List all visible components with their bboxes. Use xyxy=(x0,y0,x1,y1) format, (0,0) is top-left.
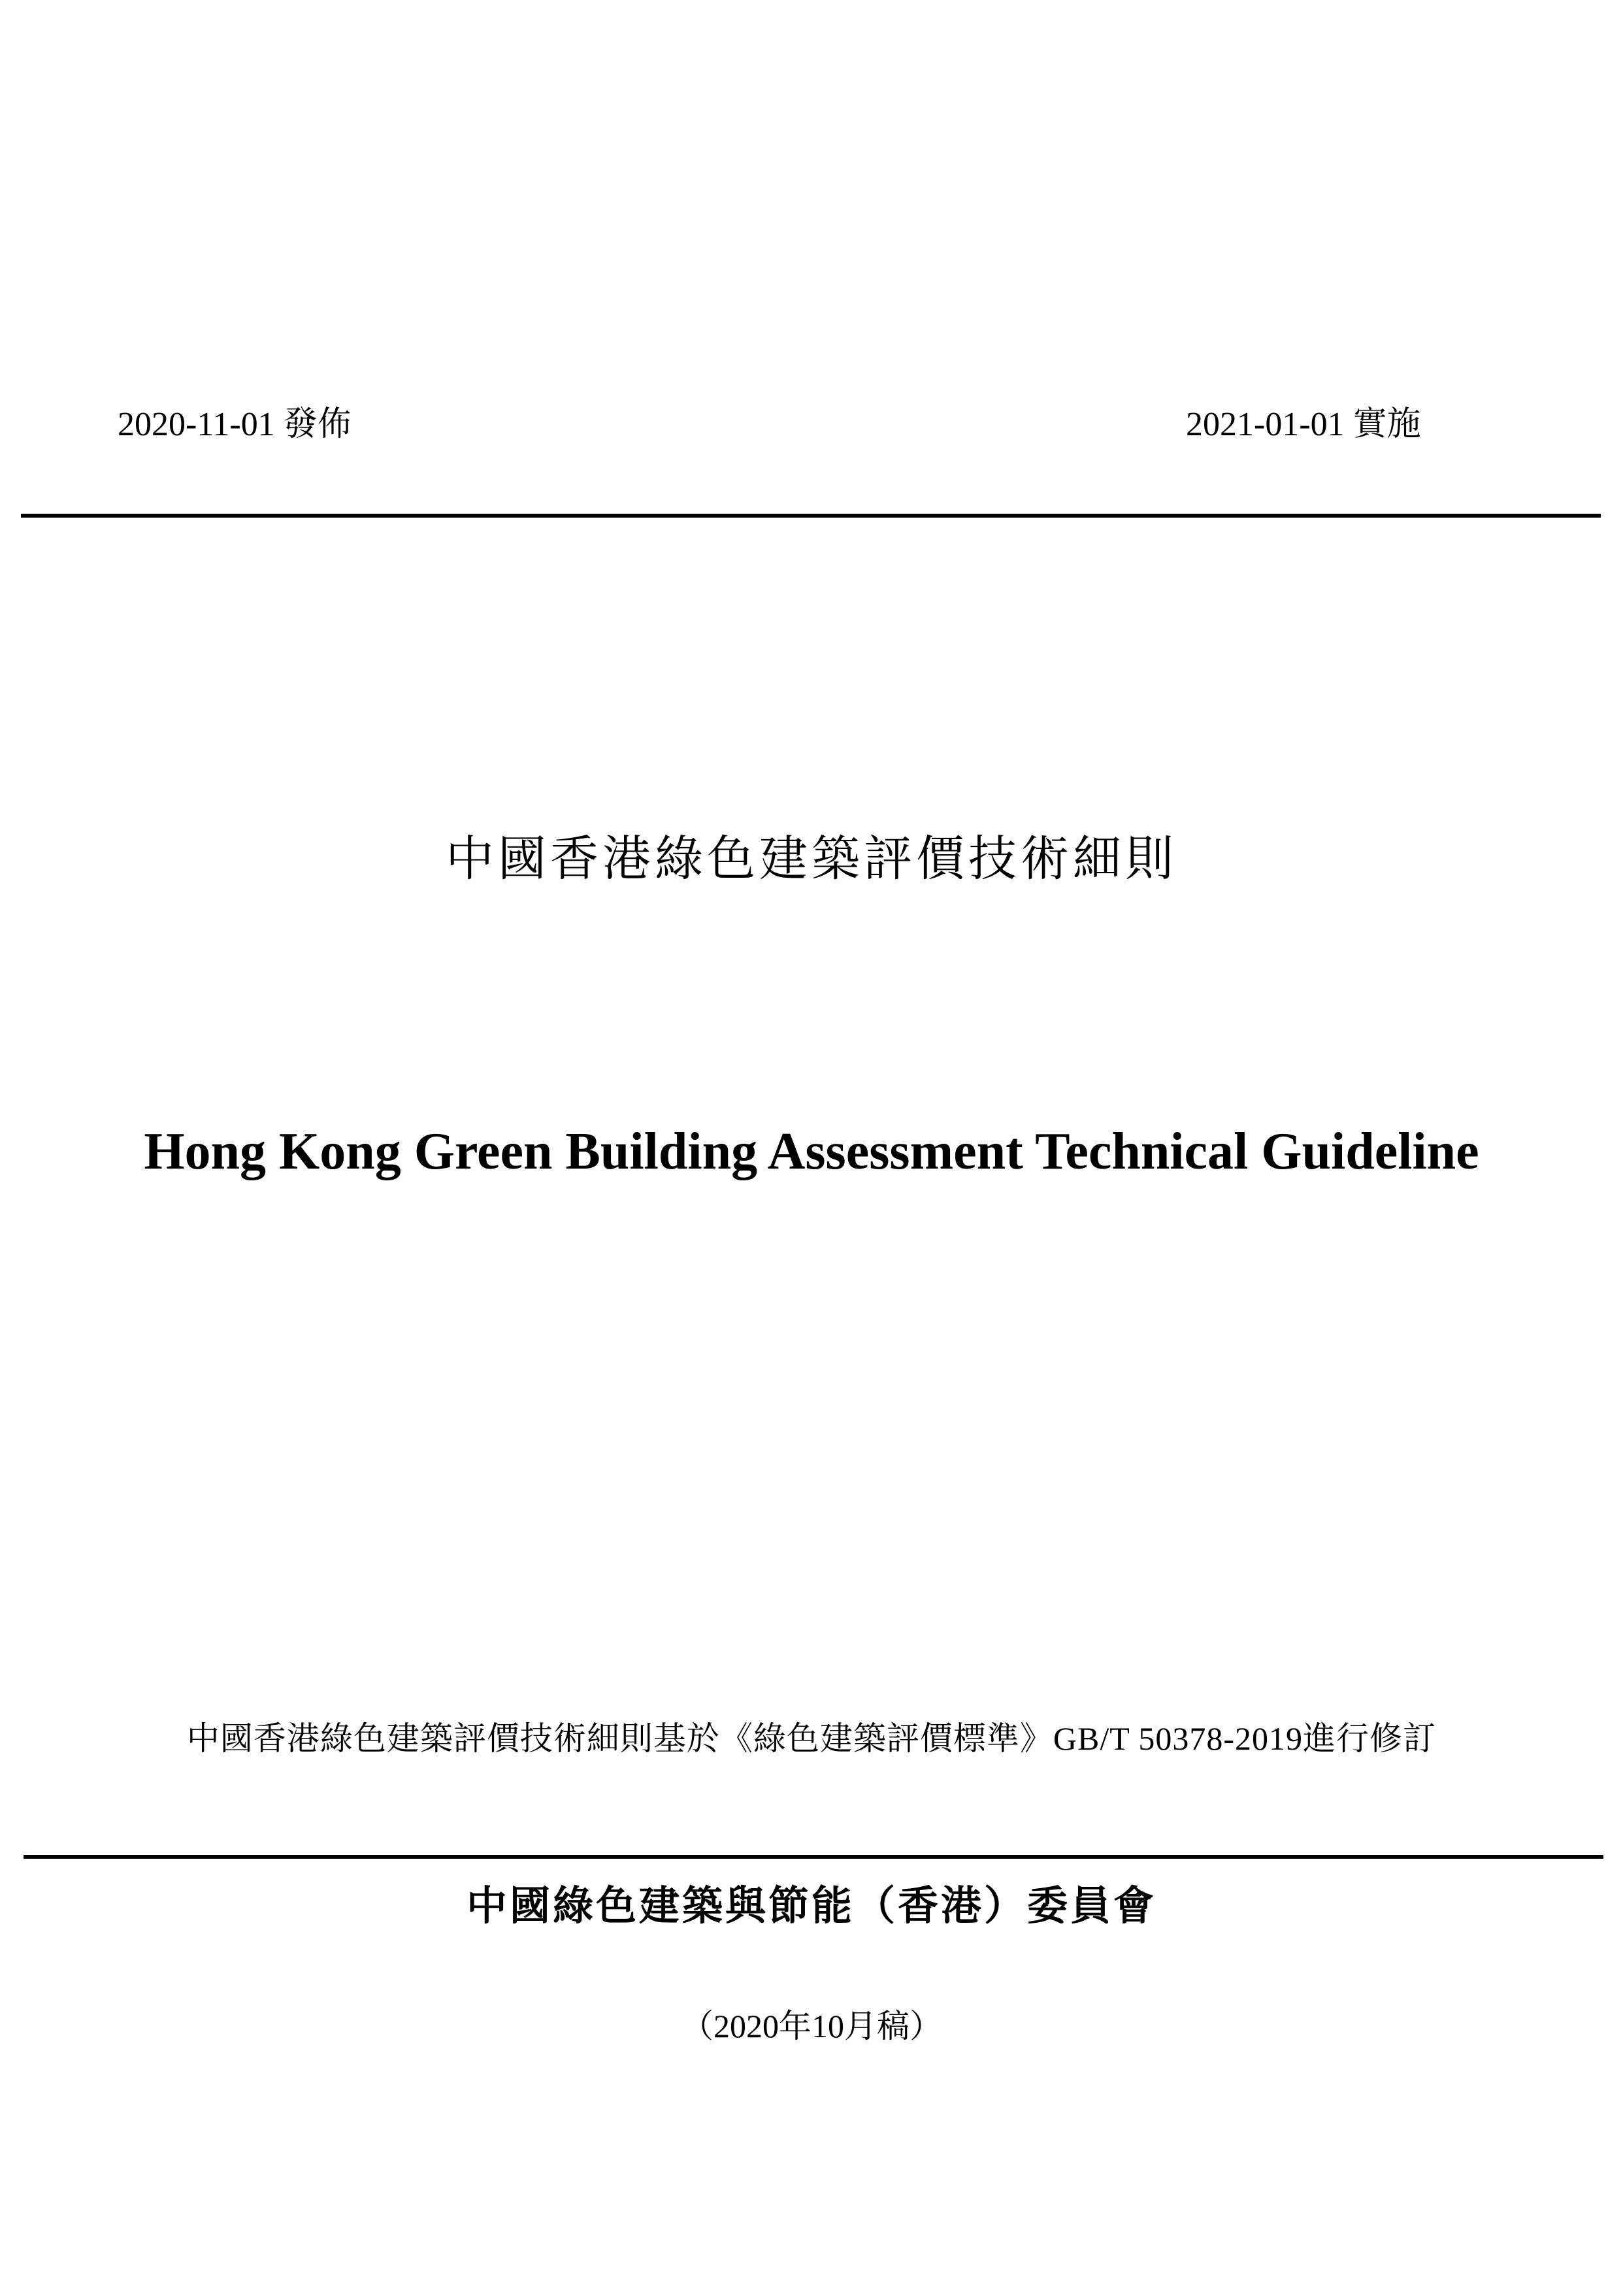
effective-date: 2021-01-01 實施 xyxy=(1186,406,1421,443)
draft-version-note: （2020年10月稿） xyxy=(681,2008,942,2044)
top-divider xyxy=(21,514,1601,518)
revision-basis-note: 中國香港綠色建築評價技術細則基於《綠色建築評價標準》GB/T 50378-2019進行修訂 xyxy=(186,1720,1437,1757)
publish-date: 2020-11-01 發佈 xyxy=(118,406,352,443)
issuing-organization: 中國綠色建築與節能（香港）委員會 xyxy=(466,1884,1156,1929)
title-chinese: 中國香港綠色建築評價技術細則 xyxy=(446,833,1177,886)
title-english: Hong Kong Green Building Assessment Technical Guideline xyxy=(144,1123,1479,1180)
bottom-divider xyxy=(24,1855,1603,1859)
